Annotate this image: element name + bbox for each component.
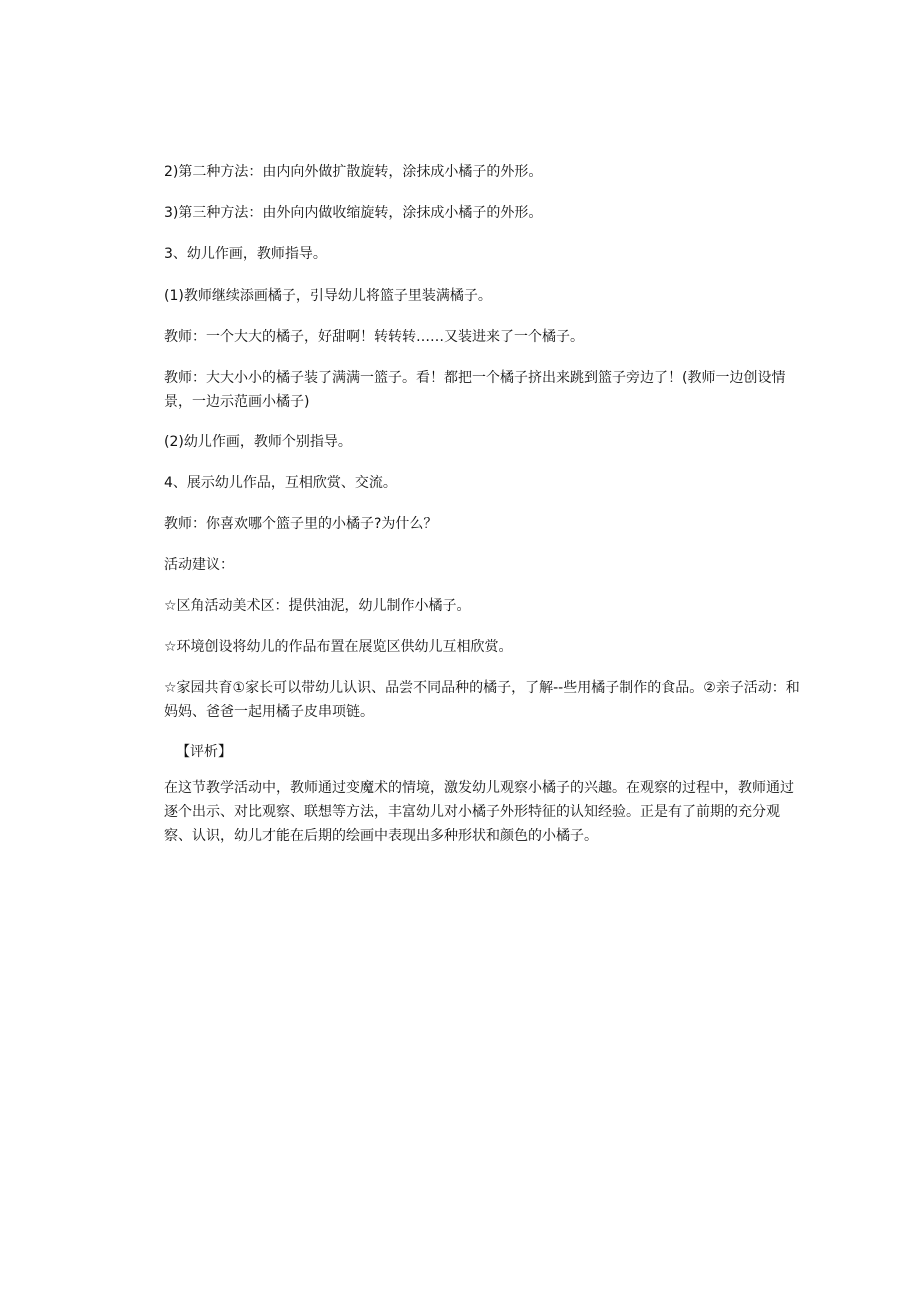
- paragraph-teacher-question: 教师：你喜欢哪个篮子里的小橘子?为什么？: [164, 516, 438, 532]
- paragraph-method-3: 3)第三种方法：由外向内做收缩旋转，涂抹成小橘子的外形。: [164, 205, 543, 221]
- paragraph-teacher-line-1: 教师：一个大大的橘子，好甜啊！转转转……又装进来了一个橘子。: [164, 329, 584, 345]
- paragraph-review-heading: 【评析】: [176, 744, 232, 760]
- paragraph-suggestion-corner: ☆区角活动美术区：提供油泥，幼儿制作小橘子。: [164, 598, 471, 614]
- paragraph-activity-suggestions: 活动建议：: [164, 557, 234, 573]
- paragraph-step-3: 3、幼儿作画，教师指导。: [164, 246, 327, 262]
- paragraph-step-3-2: (2)幼儿作画，教师个别指导。: [164, 434, 352, 450]
- paragraph-method-2: 2)第二种方法：由内向外做扩散旋转，涂抹成小橘子的外形。: [164, 164, 543, 180]
- paragraph-teacher-line-2: 教师：大大小小的橘子装了满满一篮子。看！都把一个橘子挤出来跳到篮子旁边了！(教师一边创设情景，一边示范画小橘子): [164, 370, 786, 410]
- paragraph-step-4: 4、展示幼儿作品，互相欣赏、交流。: [164, 475, 397, 491]
- paragraph-suggestion-environment: ☆环境创设将幼儿的作品布置在展览区供幼儿互相欣赏。: [164, 639, 513, 655]
- paragraph-step-3-1: (1)教师继续添画橘子，引导幼儿将篮子里装满橘子。: [164, 288, 492, 304]
- paragraph-review-body: 在这节教学活动中，教师通过变魔术的情境，激发幼儿观察小橘子的兴趣。在观察的过程中，教师通过逐个出示、对比观察、联想等方法，丰富幼儿对小橘子外形特征的认知经验。正是有了前期的充分观察、认识，幼儿才能在后期的绘画中表现出多种形状和颜色的小橘子。: [164, 780, 794, 844]
- paragraph-suggestion-home: ☆家园共育①家长可以带幼儿认识、品尝不同品种的橘子，了解--些用橘子制作的食品。②亲子活动：和妈妈、爸爸一起用橘子皮串项链。: [164, 680, 800, 720]
